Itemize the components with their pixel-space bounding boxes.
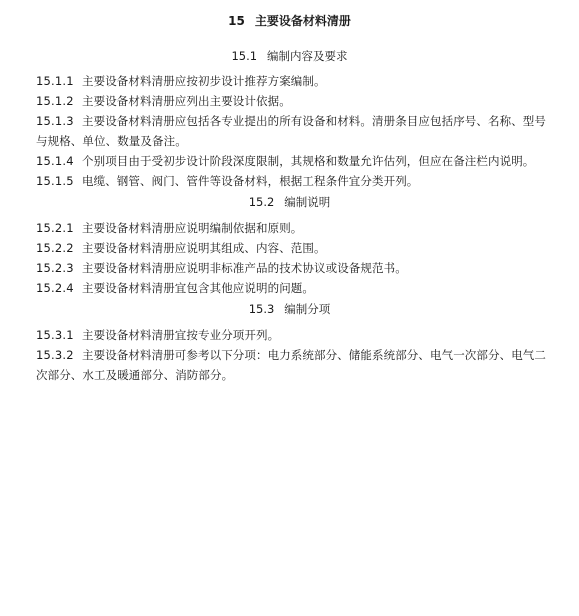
- clause-number: 15.1.3: [36, 114, 74, 128]
- section-title-text: 编制说明: [284, 195, 331, 209]
- clause-15-1-4: [36, 151, 546, 171]
- clause-15-2-1: [36, 218, 546, 238]
- clause-15-1-1: [36, 71, 546, 91]
- clause-text: 主要设备材料清册应列出主要设计依据。: [82, 94, 291, 108]
- clause-15-2-2: [36, 238, 546, 258]
- chapter-number: 15: [228, 14, 245, 28]
- clause-text: 主要设备材料清册可参考以下分项：电力系统部分、储能系统部分、电气一次部分、电气二次部分、水工及暖通部分、消防部分。: [36, 348, 546, 382]
- clause-number: 15.2.1: [36, 221, 74, 235]
- clause-15-2-3: [36, 258, 546, 278]
- clause-15-3-1: [36, 325, 546, 345]
- clause-number: 15.3.2: [36, 348, 74, 362]
- clause-number: 15.1.4: [36, 154, 74, 168]
- section-title-text: 编制分项: [284, 302, 331, 316]
- clause-number: 15.2.4: [36, 281, 74, 295]
- chapter-title-text: 主要设备材料清册: [254, 14, 351, 28]
- section-title-15-1: [0, 47, 579, 65]
- clause-number: 15.2.2: [36, 241, 74, 255]
- clause-text: 主要设备材料清册应说明其组成、内容、范围。: [82, 241, 326, 255]
- clause-text: 主要设备材料清册应说明编制依据和原则。: [82, 221, 303, 235]
- clause-text: 电缆、钢管、阀门、管件等设备材料，根据工程条件宜分类开列。: [82, 174, 419, 188]
- clause-number: 15.1.2: [36, 94, 74, 108]
- clause-15-1-3: [36, 111, 546, 151]
- section-number: 15.2: [248, 195, 275, 209]
- clause-number: 15.2.3: [36, 261, 74, 275]
- clause-text: 主要设备材料清册应包括各专业提出的所有设备和材料。清册条目应包括序号、名称、型号与规格、单位、数量及备注。: [36, 114, 546, 148]
- clause-number: 15.1.5: [36, 174, 74, 188]
- clause-number: 15.3.1: [36, 328, 74, 342]
- clause-text: 主要设备材料清册宜按专业分项开列。: [82, 328, 280, 342]
- section-title-15-2: [0, 193, 579, 211]
- chapter-title: [0, 12, 579, 30]
- section-title-text: 编制内容及要求: [267, 49, 348, 63]
- section-title-15-3: [0, 300, 579, 318]
- clause-15-2-4: [36, 278, 546, 298]
- section-number: 15.1: [231, 49, 258, 63]
- clause-number: 15.1.1: [36, 74, 74, 88]
- clause-text: 主要设备材料清册应说明非标准产品的技术协议或设备规范书。: [82, 261, 407, 275]
- clause-15-1-2: [36, 91, 546, 111]
- clause-15-1-5: [36, 171, 546, 191]
- clause-text: 主要设备材料清册应按初步设计推荐方案编制。: [82, 74, 326, 88]
- clause-text: 个别项目由于受初步设计阶段深度限制，其规格和数量允许估列，但应在备注栏内说明。: [82, 154, 535, 168]
- clause-15-3-2: [36, 345, 546, 385]
- section-number: 15.3: [248, 302, 275, 316]
- clause-text: 主要设备材料清册宜包含其他应说明的问题。: [82, 281, 314, 295]
